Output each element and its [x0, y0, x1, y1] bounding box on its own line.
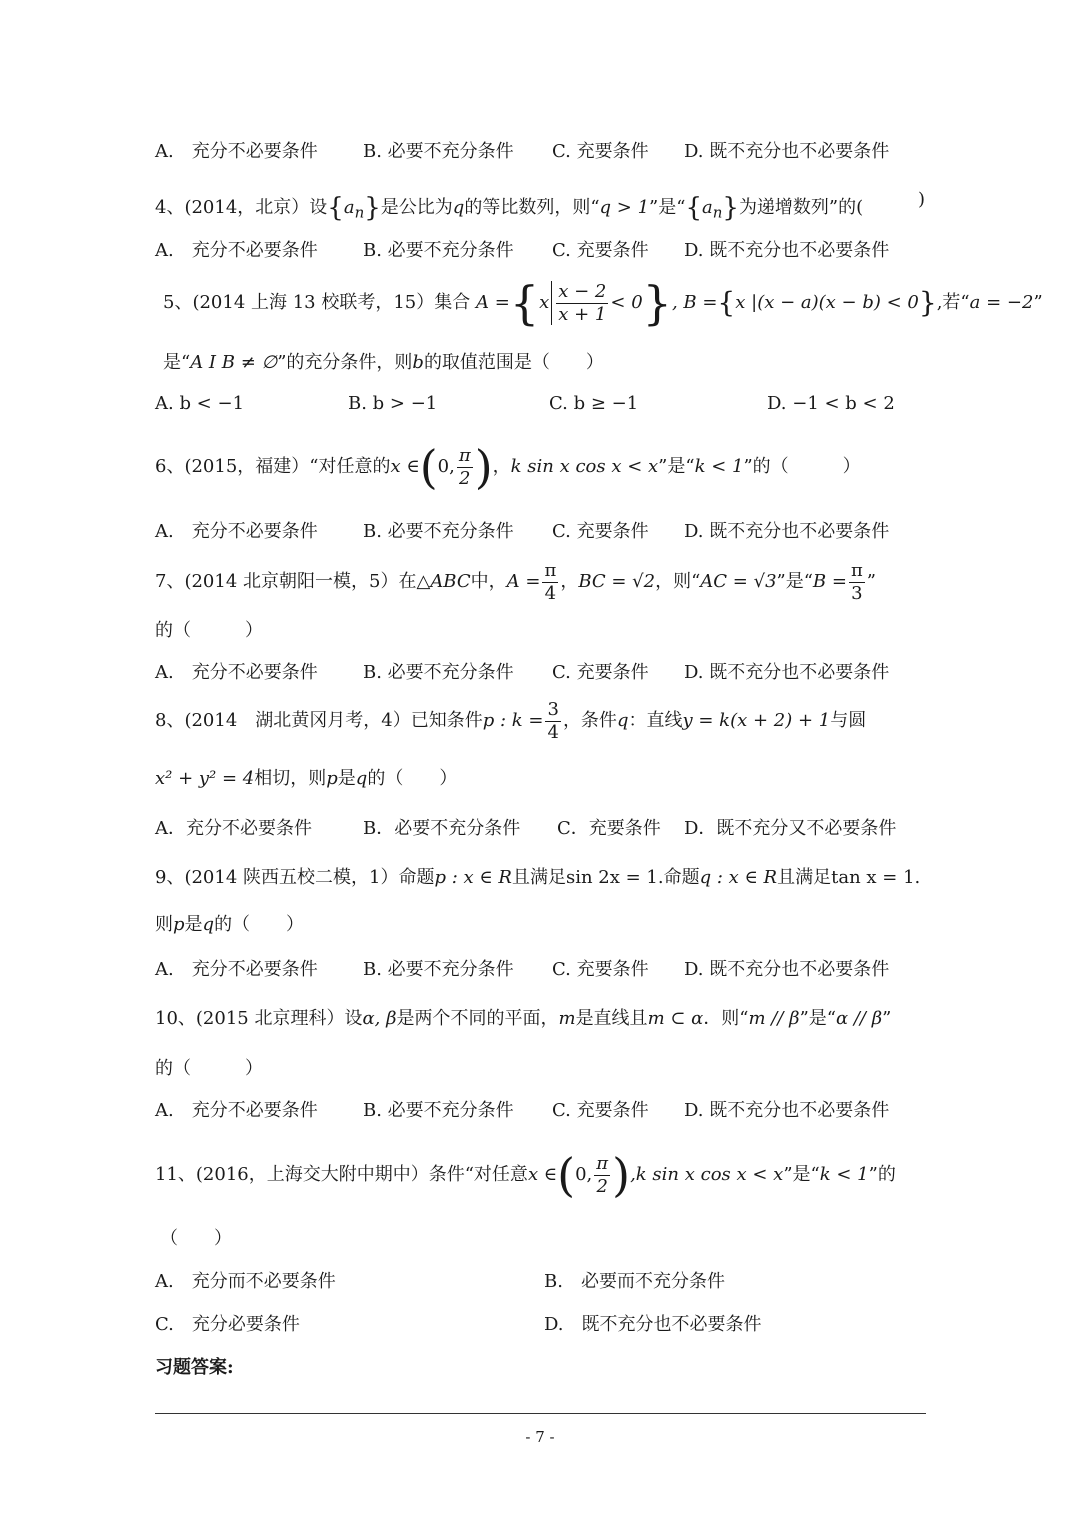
q7-frac-a-num: π: [544, 559, 557, 581]
q7-prefix: 7、(2014 北京朝阳一模，5）在△: [155, 571, 431, 592]
q5-line2: [163, 351, 604, 375]
q5-b-inner: x |(x − a)(x − b) < 0: [735, 292, 919, 313]
q4-t2: 的等比数列，则“: [464, 197, 600, 218]
page-number: - 7 -: [525, 1428, 555, 1446]
option-b: B. 必要不充分条件: [363, 959, 514, 980]
option-b: B. 必要不充分条件: [363, 240, 514, 261]
q4-close: ): [918, 189, 926, 210]
q7-abc: ABC: [430, 571, 471, 592]
q5-b: b: [412, 352, 424, 373]
option-d: D. −1 < b < 2: [767, 393, 895, 414]
q11-x-in: x ∈: [527, 1164, 558, 1185]
q8-frac-den: 4: [547, 721, 559, 743]
option-c: C. 充要条件: [552, 141, 649, 162]
q6-expr: k sin x cos x < x: [510, 456, 659, 477]
option-d: D. 既不充分也不必要条件: [684, 959, 890, 980]
q7-bc: BC = √2: [578, 571, 656, 592]
option-b: B. 必要不充分条件: [363, 1100, 514, 1121]
q10-t4: ”是“: [799, 1008, 836, 1029]
footer-divider: [155, 1413, 926, 1414]
option-a: A. 充分而不必要条件: [155, 1271, 336, 1292]
q7-frac-a: [542, 560, 558, 605]
q11-frac-num: π: [596, 1152, 609, 1174]
q11-fraction: [594, 1153, 610, 1198]
q6-x-in: x ∈: [390, 456, 420, 477]
q7-frac-b: [849, 560, 865, 605]
q6-zero: 0,: [437, 456, 455, 477]
q8-line-eq: y = k(x + 2) + 1: [682, 710, 831, 731]
question-8: [155, 696, 866, 746]
q10-t1: 是两个不同的平面，: [396, 1008, 559, 1029]
q7-line2-text: 的（ ）: [155, 620, 263, 641]
q9-prefix: 9、(2014 陕西五校二模，1）命题: [155, 867, 435, 888]
q5-frac-den: x + 1: [558, 303, 607, 325]
question-5: 5、(2014 上海 13 校联考，15）集合 A ={x $\frac{x - 2}{x + 1}$ < 0}, B ={x |(x − a)(x − b) < 0},若“a = −2”: [163, 276, 1043, 330]
q8-p: p : k =: [482, 710, 544, 731]
q9-pp: p: [173, 914, 185, 935]
q8-qq: q: [355, 768, 368, 789]
q11-k1: k < 1: [819, 1164, 869, 1185]
q8-q: q: [616, 710, 629, 731]
option-d: D．既不充分又不必要条件: [684, 818, 897, 839]
option-d: D. 既不充分也不必要条件: [684, 521, 890, 542]
q11-line2-text: （ ）: [160, 1228, 232, 1249]
option-a: A. 充分不必要条件: [155, 1100, 318, 1121]
question-10: [155, 1007, 891, 1031]
q8-line2-b: 是: [337, 768, 356, 789]
q5-a-val: a = −2: [969, 292, 1034, 313]
q9-p: p : x ∈ R: [434, 867, 512, 888]
q9-t3: 且满足: [777, 867, 832, 888]
q7-t2: ，: [560, 571, 579, 592]
q8-fraction: [545, 699, 560, 744]
q10-line2: [155, 1057, 263, 1081]
q9-line2: [155, 913, 304, 937]
q9-line2-a: 则: [155, 914, 173, 935]
option-b: B．必要不充分条件: [363, 818, 521, 839]
q7-line2: [155, 619, 263, 643]
q7-b-eq: B =: [812, 571, 847, 592]
q8-line2-c: 的（ ）: [367, 768, 458, 789]
q9-qq: q: [202, 914, 215, 935]
answers-heading: 习题答案:: [155, 1357, 234, 1378]
q4-cond: q > 1: [599, 197, 650, 218]
q4-sub-2: n: [712, 203, 723, 222]
q11-expr: ,k sin x cos x < x: [630, 1164, 784, 1185]
q5-t2: ”: [1033, 292, 1043, 313]
q9-q: q : x ∈ R: [699, 867, 778, 888]
q6-k1: k < 1: [694, 456, 744, 477]
q6-t1: ，: [492, 456, 511, 477]
option-a: A. 充分不必要条件: [155, 521, 318, 542]
q7-t1: 中，: [470, 571, 507, 592]
q9-line2-b: 是: [184, 914, 203, 935]
q5-lt0: < 0: [610, 292, 643, 313]
q7-a-eq: A =: [506, 571, 541, 592]
option-b: B. 必要不充分条件: [363, 662, 514, 683]
option-a: A．充分不必要条件: [155, 818, 312, 839]
q5-line2-a: 是“: [163, 352, 191, 373]
option-b: B. 必要不充分条件: [363, 521, 514, 542]
q6-prefix: 6、(2015，福建）“对任意的: [155, 456, 391, 477]
q5-x: x: [539, 292, 550, 313]
q7-frac-a-den: 4: [544, 582, 557, 604]
option-c: C. 充要条件: [552, 662, 649, 683]
q5-line2-c: 的取值范围是（ ）: [423, 352, 604, 373]
q5-frac-num: x − 2: [558, 280, 607, 302]
option-a: A. 充分不必要条件: [155, 240, 318, 261]
q8-circle: x² + y² = 4: [155, 768, 255, 789]
question-11: 11、(2016，上海交大附中期中）条件“对任意x ∈(0, $\frac{\pi}{2}$ ),k sin x cos x < x”是“k < 1”的: [155, 1148, 896, 1202]
option-a: A. 充分不必要条件: [155, 959, 318, 980]
q11-line2: [160, 1227, 232, 1251]
q4-t1: 是公比为: [380, 197, 453, 218]
q8-line2-a: 相切，则: [254, 768, 327, 789]
q4-an-2: a: [701, 197, 713, 218]
q4-t3: ”是“: [649, 197, 686, 218]
q5-fraction: [556, 281, 608, 326]
q6-frac-den: 2: [459, 467, 471, 489]
q10-ab: α, β: [362, 1008, 397, 1029]
option-b: B. b > −1: [348, 393, 438, 414]
option-a: A. 充分不必要条件: [155, 141, 318, 162]
option-c: C. 充要条件: [552, 1100, 649, 1121]
q7-t5: ”: [866, 571, 876, 592]
q8-t2: ：直线: [628, 710, 683, 731]
q9-sin: sin 2x = 1: [565, 867, 658, 888]
q10-abpar: α // β: [835, 1008, 883, 1029]
q7-ac: AC = √3: [700, 571, 777, 592]
question-9: [155, 866, 920, 890]
q11-prefix: 11、(2016，上海交大附中期中）条件“对任意: [155, 1164, 528, 1185]
q4-q: q: [452, 197, 465, 218]
question-7: [155, 557, 876, 607]
option-d: D. 既不充分也不必要条件: [684, 1100, 890, 1121]
q6-fraction: [457, 445, 473, 490]
option-b: B. 必要而不充分条件: [544, 1271, 725, 1292]
q6-frac-num: π: [458, 444, 471, 466]
option-a: A. 充分不必要条件: [155, 662, 318, 683]
q8-line2: [155, 767, 457, 791]
option-b: B. 必要不充分条件: [363, 141, 514, 162]
q9-t1: 且满足: [511, 867, 566, 888]
q11-zero: 0,: [575, 1164, 593, 1185]
q4-an: a: [343, 197, 355, 218]
q5-inter: A I B ≠ ∅: [190, 352, 278, 373]
question-6: 6、(2015，福建）“对任意的x ∈(0, $\frac{\pi}{2}$ )，k sin x cos x < x”是“k < 1”的（ ）: [155, 440, 861, 494]
q7-t3: ，则“: [655, 571, 701, 592]
option-c: C. 充要条件: [552, 240, 649, 261]
q10-prefix: 10、(2015 北京理科）设: [155, 1008, 363, 1029]
q8-prefix: 8、(2014 湖北黄冈月考，4）已知条件: [155, 710, 483, 731]
q5-prefix: 5、(2014 上海 13 校联考，15）集合: [163, 292, 471, 313]
q11-t1: ”是“: [783, 1164, 820, 1185]
q10-t3: ．则“: [703, 1008, 749, 1029]
option-d: D. 既不充分也不必要条件: [684, 662, 890, 683]
q6-t2: ”是“: [658, 456, 695, 477]
q4-sub: n: [354, 203, 365, 222]
q10-t5: ”: [882, 1008, 892, 1029]
q11-frac-den: 2: [596, 1175, 608, 1197]
q7-frac-b-den: 3: [851, 582, 863, 604]
option-d: D. 既不充分也不必要条件: [544, 1314, 762, 1335]
option-c: C. 充要条件: [552, 959, 649, 980]
q7-t4: ”是“: [776, 571, 813, 592]
q10-t2: 是直线且: [575, 1008, 648, 1029]
q10-m: m: [558, 1008, 576, 1029]
q5-line2-b: ”的充分条件，则: [277, 352, 413, 373]
question-4: 4、(2014，北京）设$\{a_n\}$是公比为q的等比数列，则“q > 1”是“$\{a_n\}$为递增数列”的(: [155, 193, 864, 223]
option-c: C. 充分必要条件: [155, 1314, 300, 1335]
q5-t1: ,若“: [936, 292, 970, 313]
q5-b-part: , B =: [671, 292, 718, 313]
q8-pp: p: [326, 768, 338, 789]
option-c: C. 充要条件: [552, 521, 649, 542]
q10-line2-text: 的（ ）: [155, 1058, 263, 1079]
q10-mb: m // β: [748, 1008, 800, 1029]
q9-t2: .命题: [657, 867, 700, 888]
option-c: C．充要条件: [557, 818, 661, 839]
q9-t4: .: [914, 867, 921, 888]
q10-msub: m ⊂ α: [647, 1008, 704, 1029]
q4-prefix: 4、(2014，北京）设: [155, 197, 328, 218]
q9-line2-c: 的（ ）: [214, 914, 305, 935]
option-c: C. b ≥ −1: [549, 393, 639, 414]
q8-t3: 与圆: [830, 710, 867, 731]
q8-frac-num: 3: [547, 698, 559, 720]
option-a: A. b < −1: [155, 393, 245, 414]
q7-frac-b-num: π: [850, 559, 863, 581]
q8-t1: ，条件: [562, 710, 617, 731]
q9-tan: tan x = 1: [831, 867, 915, 888]
q6-t3: ”的（ ）: [743, 456, 861, 477]
q5-a-eq: A =: [476, 292, 510, 313]
q4-t4: 为递增数列”的(: [738, 197, 864, 218]
option-d: D. 既不充分也不必要条件: [684, 240, 890, 261]
option-d: D. 既不充分也不必要条件: [684, 141, 890, 162]
q11-t2: ”的: [868, 1164, 896, 1185]
